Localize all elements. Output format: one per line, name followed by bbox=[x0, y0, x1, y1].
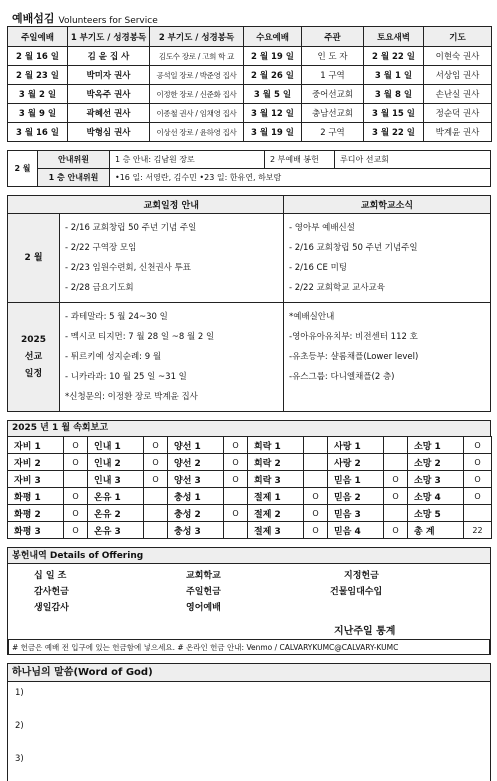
group-mark: O bbox=[464, 454, 492, 471]
group-mark bbox=[304, 437, 328, 454]
group-mark: O bbox=[304, 488, 328, 505]
announcers-month: 2 월 bbox=[8, 151, 38, 187]
table-row bbox=[8, 488, 492, 505]
group-name: 사랑 1 bbox=[328, 437, 384, 454]
group-name: 화평 2 bbox=[8, 505, 64, 522]
table-cell: 박옥주 권사 bbox=[68, 85, 150, 104]
group-mark bbox=[304, 454, 328, 471]
group-mark: O bbox=[224, 471, 248, 488]
group-name: 소망 1 bbox=[408, 437, 464, 454]
table-cell: 3 월 19 일 bbox=[244, 123, 302, 142]
group-mark: O bbox=[384, 488, 408, 505]
table-cell: 2 월 23 일 bbox=[8, 66, 68, 85]
group-mark: O bbox=[144, 437, 168, 454]
offering-church-school: 교회학교 bbox=[186, 571, 221, 581]
group-mark bbox=[384, 454, 408, 471]
volunteers-title-en: Volunteers for Service bbox=[58, 16, 158, 26]
offering-rental: 건물임대수입 bbox=[330, 587, 383, 597]
list-item: 1) bbox=[15, 688, 24, 698]
group-name: 온유 2 bbox=[88, 505, 144, 522]
group-name: 자비 1 bbox=[8, 437, 64, 454]
list-item: - 니카라과: 10 월 25 일 ~31 일 bbox=[65, 372, 187, 382]
offering-sunday: 주일헌금 bbox=[186, 587, 221, 597]
offering-grid bbox=[8, 564, 490, 639]
table-cell: 곽혜선 권사 bbox=[68, 104, 150, 123]
column-header: 토요새벽 bbox=[364, 27, 424, 47]
attendance-section bbox=[7, 420, 491, 539]
table-cell: 박미자 권사 bbox=[68, 66, 150, 85]
group-mark bbox=[144, 488, 168, 505]
offering-title: 봉헌내역 Details of Offering bbox=[8, 548, 490, 564]
table-cell: 중어선교회 bbox=[302, 85, 364, 104]
list-item: - 2/22 교회학교 교사교육 bbox=[289, 283, 385, 293]
table-cell: 김도수 장로 / 고희 학 교 bbox=[150, 47, 244, 66]
table-row bbox=[8, 454, 492, 471]
announcers-table bbox=[7, 150, 491, 187]
list-item: - 2/23 임원수련회, 신천권사 투표 bbox=[65, 263, 191, 273]
group-mark: O bbox=[224, 437, 248, 454]
table-row bbox=[8, 151, 491, 169]
group-name: 화평 3 bbox=[8, 522, 64, 539]
table-cell: 이종철 권사 / 임채영 집사 bbox=[150, 104, 244, 123]
table-cell: 2 월 26 일 bbox=[244, 66, 302, 85]
group-name: 희락 3 bbox=[248, 471, 304, 488]
table-cell: 박형심 권사 bbox=[68, 123, 150, 142]
group-mark: O bbox=[464, 471, 492, 488]
total-label: 총 계 bbox=[408, 522, 464, 539]
group-mark: O bbox=[64, 505, 88, 522]
group-name: 양선 2 bbox=[168, 454, 224, 471]
group-name: 소망 5 bbox=[408, 505, 464, 522]
group-name: 소망 4 bbox=[408, 488, 464, 505]
list-item: -유스그룹: 다니엘채플(2 층) bbox=[289, 372, 395, 382]
group-name: 인내 2 bbox=[88, 454, 144, 471]
list-item: -유초등부: 샬롬채플(Lower level) bbox=[289, 352, 419, 362]
group-mark: O bbox=[64, 454, 88, 471]
table-cell: 3 월 2 일 bbox=[8, 85, 68, 104]
group-mark bbox=[464, 505, 492, 522]
group-name: 믿음 4 bbox=[328, 522, 384, 539]
group-name: 자비 2 bbox=[8, 454, 64, 471]
last-sunday-stats: 지난주일 통계 bbox=[334, 626, 396, 637]
first-floor-value: •16 일: 서영란, 김수민 •23 일: 한유연, 하보람 bbox=[110, 169, 491, 187]
table-cell: 1 구역 bbox=[302, 66, 364, 85]
table-row bbox=[8, 104, 492, 123]
church-school-title: 교회학교소식 bbox=[284, 196, 491, 214]
table-cell: 공석일 장로 / 박준영 집사 bbox=[150, 66, 244, 85]
attendance-title: 2025 년 1 월 속회보고 bbox=[7, 420, 491, 436]
table-row bbox=[8, 437, 492, 454]
table-cell: 3 월 15 일 bbox=[364, 104, 424, 123]
list-item: - 영아부 예배신설 bbox=[289, 223, 355, 233]
group-name: 양선 3 bbox=[168, 471, 224, 488]
room-guide bbox=[284, 303, 491, 412]
group-name: 희락 1 bbox=[248, 437, 304, 454]
volunteers-header bbox=[7, 6, 491, 26]
group-name: 절제 3 bbox=[248, 522, 304, 539]
mission-label: 2025 선교 일정 bbox=[8, 303, 60, 412]
church-schedule-title: 교회일정 안내 bbox=[60, 196, 284, 214]
group-name: 온유 3 bbox=[88, 522, 144, 539]
group-mark bbox=[144, 505, 168, 522]
table-row bbox=[8, 214, 491, 303]
group-mark: O bbox=[464, 488, 492, 505]
list-item: - 멕시코 티지먼: 7 월 28 일 ~8 월 2 일 bbox=[65, 332, 215, 342]
group-name: 소망 2 bbox=[408, 454, 464, 471]
word-of-god-section bbox=[7, 663, 491, 781]
table-cell: 서상임 권사 bbox=[424, 66, 492, 85]
group-mark: O bbox=[304, 522, 328, 539]
group-name: 인내 3 bbox=[88, 471, 144, 488]
group-mark: O bbox=[384, 471, 408, 488]
group-mark bbox=[144, 522, 168, 539]
column-header: 2 부기도 / 성경봉독 bbox=[150, 27, 244, 47]
list-item: *신청문의: 이정환 장로 박계윤 집사 bbox=[65, 392, 198, 402]
group-mark: O bbox=[304, 505, 328, 522]
offering-note: # 헌금은 예배 전 입구에 있는 헌금함에 넣으세요. # 온라인 헌금 안내: Venmo / CALVARYKUMC@CALVARY-KUMC bbox=[8, 639, 490, 655]
table-cell: 이정한 장로 / 신준화 집사 bbox=[150, 85, 244, 104]
list-item: -영아유아유치부: 비전센터 112 호 bbox=[289, 332, 418, 342]
list-item: - 2/16 CE 미팅 bbox=[289, 263, 347, 273]
table-cell: 정순덕 권사 bbox=[424, 104, 492, 123]
volunteers-table bbox=[7, 26, 492, 142]
announcers-value: 1 층 안내: 김남원 장로 bbox=[110, 151, 265, 169]
calendar-header-row bbox=[8, 196, 491, 214]
list-item: - 2/16 교회창립 50 주년 기념 주일 bbox=[65, 223, 197, 233]
group-name: 믿음 3 bbox=[328, 505, 384, 522]
group-name: 화평 1 bbox=[8, 488, 64, 505]
column-header: 수요예배 bbox=[244, 27, 302, 47]
table-cell: 3 월 16 일 bbox=[8, 123, 68, 142]
offering-team-value: 루디아 선교회 bbox=[335, 151, 491, 169]
group-name: 양선 1 bbox=[168, 437, 224, 454]
feb-school-news bbox=[284, 214, 491, 303]
table-row bbox=[8, 123, 492, 142]
list-item: - 과테말라: 5 월 24~30 일 bbox=[65, 312, 168, 322]
group-name: 믿음 1 bbox=[328, 471, 384, 488]
table-cell: 김 윤 집 사 bbox=[68, 47, 150, 66]
group-mark: O bbox=[224, 505, 248, 522]
group-name: 희락 2 bbox=[248, 454, 304, 471]
table-cell: 충남선교회 bbox=[302, 104, 364, 123]
group-mark: O bbox=[64, 522, 88, 539]
table-cell: 이상선 장로 / 윤하영 집사 bbox=[150, 123, 244, 142]
group-mark bbox=[64, 471, 88, 488]
group-mark bbox=[224, 488, 248, 505]
table-cell: 2 구역 bbox=[302, 123, 364, 142]
group-mark bbox=[304, 471, 328, 488]
table-row bbox=[8, 522, 492, 539]
group-name: 인내 1 bbox=[88, 437, 144, 454]
column-header: 주관 bbox=[302, 27, 364, 47]
table-row bbox=[8, 85, 492, 104]
table-cell: 3 월 8 일 bbox=[364, 85, 424, 104]
offering-section bbox=[7, 547, 491, 655]
group-name: 온유 1 bbox=[88, 488, 144, 505]
table-row bbox=[8, 303, 491, 412]
list-item: - 2/22 구역장 모임 bbox=[65, 243, 137, 253]
table-row bbox=[8, 47, 492, 66]
column-header: 주일예배 bbox=[8, 27, 68, 47]
table-cell: 3 월 1 일 bbox=[364, 66, 424, 85]
table-cell: 2 월 19 일 bbox=[244, 47, 302, 66]
announcers-label: 안내위원 bbox=[38, 151, 110, 169]
column-header: 기도 bbox=[424, 27, 492, 47]
group-mark bbox=[384, 505, 408, 522]
list-item: 3) bbox=[15, 754, 24, 764]
mission-schedule bbox=[60, 303, 284, 412]
bulletin-page bbox=[7, 6, 491, 781]
table-row bbox=[8, 471, 492, 488]
group-name: 충성 1 bbox=[168, 488, 224, 505]
attendance-table bbox=[7, 436, 492, 539]
calendar-table bbox=[7, 195, 491, 412]
table-cell: 2 월 16 일 bbox=[8, 47, 68, 66]
offering-tithe: 십 일 조 bbox=[34, 571, 67, 581]
offering-team-label: 2 부예배 봉헌 bbox=[265, 151, 335, 169]
feb-schedule bbox=[60, 214, 284, 303]
group-name: 절제 2 bbox=[248, 505, 304, 522]
group-mark: O bbox=[144, 454, 168, 471]
group-name: 충성 2 bbox=[168, 505, 224, 522]
total-value: 22 bbox=[464, 522, 492, 539]
table-cell: 3 월 22 일 bbox=[364, 123, 424, 142]
offering-english: 영어예배 bbox=[186, 603, 221, 613]
feb-label: 2 월 bbox=[8, 214, 60, 303]
group-name: 믿음 2 bbox=[328, 488, 384, 505]
column-header: 1 부기도 / 성경봉독 bbox=[68, 27, 150, 47]
table-cell: 2 월 22 일 bbox=[364, 47, 424, 66]
volunteers-header-row bbox=[8, 27, 492, 47]
word-title: 하나님의 말씀(Word of God) bbox=[8, 664, 490, 682]
offering-birthday: 생일감사 bbox=[34, 603, 69, 613]
list-item: *예배실안내 bbox=[289, 312, 335, 322]
offering-designated: 지정헌금 bbox=[344, 571, 379, 581]
table-cell: 박계윤 권사 bbox=[424, 123, 492, 142]
group-mark: O bbox=[224, 454, 248, 471]
table-cell: 3 월 12 일 bbox=[244, 104, 302, 123]
list-item: 2) bbox=[15, 721, 24, 731]
list-item: - 2/16 교회창립 50 주년 기념주일 bbox=[289, 243, 418, 253]
group-mark bbox=[224, 522, 248, 539]
table-row bbox=[8, 66, 492, 85]
table-cell: 손난실 권사 bbox=[424, 85, 492, 104]
table-cell: 3 월 9 일 bbox=[8, 104, 68, 123]
volunteers-title-ko: 예배섬김 bbox=[12, 12, 55, 25]
group-mark: O bbox=[144, 471, 168, 488]
table-row bbox=[8, 505, 492, 522]
table-row bbox=[8, 169, 491, 187]
offering-thanks: 감사헌금 bbox=[34, 587, 69, 597]
group-name: 사랑 2 bbox=[328, 454, 384, 471]
list-item: - 2/28 금요기도회 bbox=[65, 283, 134, 293]
table-cell: 인 도 자 bbox=[302, 47, 364, 66]
group-mark: O bbox=[64, 488, 88, 505]
group-mark: O bbox=[464, 437, 492, 454]
first-floor-label: 1 층 안내위원 bbox=[38, 169, 110, 187]
group-mark bbox=[384, 437, 408, 454]
group-mark: O bbox=[384, 522, 408, 539]
group-name: 소망 3 bbox=[408, 471, 464, 488]
list-item: - 튀르키예 성지순례: 9 월 bbox=[65, 352, 162, 362]
group-name: 절제 1 bbox=[248, 488, 304, 505]
table-cell: 이현숙 권사 bbox=[424, 47, 492, 66]
group-name: 충성 3 bbox=[168, 522, 224, 539]
group-name: 자비 3 bbox=[8, 471, 64, 488]
table-cell: 3 월 5 일 bbox=[244, 85, 302, 104]
group-mark: O bbox=[64, 437, 88, 454]
